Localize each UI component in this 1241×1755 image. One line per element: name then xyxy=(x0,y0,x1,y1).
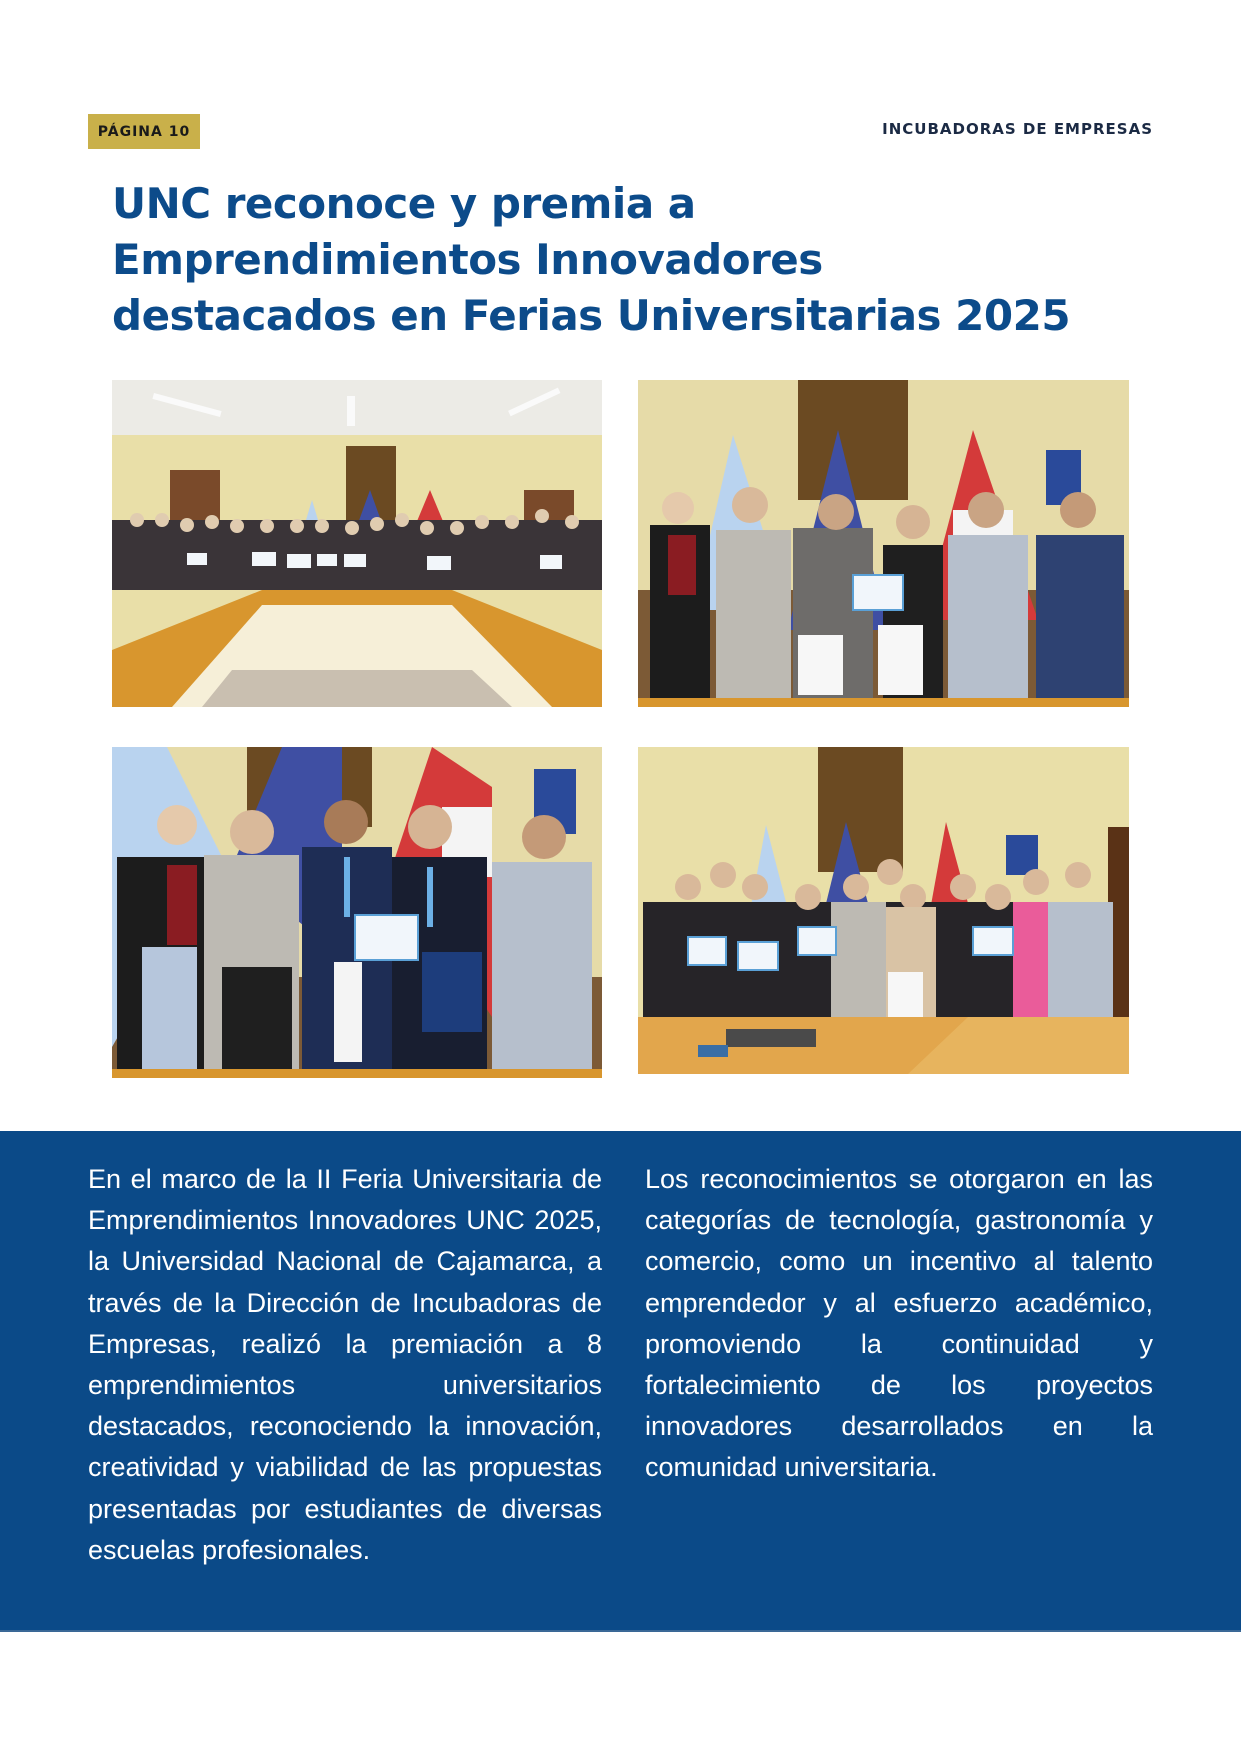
photo-group-conference-room xyxy=(112,380,602,707)
article-paragraph-right: Los reconocimientos se otorgaron en las categorías de tecnología, gastronomía y comercio, como un incentivo al talento emprendedor y al esfuerzo académico, promoviendo la continuidad y fortalecimiento de los proyectos innovadores desarrollados en la comunidad universitaria. xyxy=(645,1164,1153,1483)
photo-group-with-officials xyxy=(638,747,1129,1074)
section-label: INCUBADORAS DE EMPRESAS xyxy=(882,120,1153,138)
article-title: UNC reconoce y premia a Emprendimientos Innovadores destacados en Ferias Universitarias 2025 xyxy=(112,179,1071,340)
photo-award-students-in-suits xyxy=(112,747,602,1078)
photo-image xyxy=(638,380,1129,707)
photo-image xyxy=(112,380,602,707)
page-number-badge: PÁGINA 10 xyxy=(88,114,200,149)
photo-award-six-people xyxy=(638,380,1129,707)
article-body-band xyxy=(0,1131,1241,1632)
article-paragraph-left: En el marco de la II Feria Universitaria de Emprendimientos Innovadores UNC 2025, la Universidad Nacional de Cajamarca, a través de la Dirección de Incubadoras de Empresas, realizó la premiación a 8 emprendimientos universitarios destacados, reconociendo la innovación, creatividad y viabilidad de las propuestas presentadas por estudiantes de diversas escuelas profesionales. xyxy=(88,1164,602,1565)
photo-image xyxy=(638,747,1129,1074)
photo-image xyxy=(112,747,602,1078)
